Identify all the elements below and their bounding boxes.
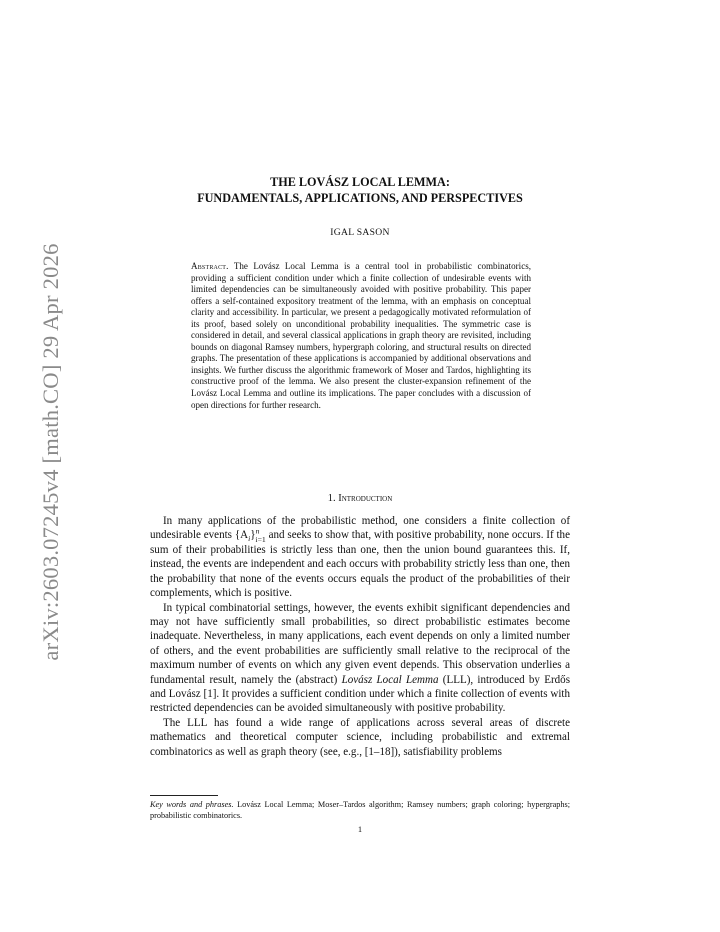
- paragraph-1-text-a: In many applications of the probabilistic method, one considers a finite collection of undesirable events: [150, 515, 570, 542]
- paragraph-2: In typical combinatorial settings, however, the events exhibit significant dependencies and may not have sufficiently small probabilities, so direct probabilistic estimates become inadequate. Nevertheless, in many applications, each event depends on only a limited number of others, and the event probabilities are sufficiently small relative to the reciprocal of the maximum number of events on which any given event depends. This observation underlies a fundamental result, namely the (abstract) Lovász Local Lemma (LLL), introduced by Erdős and Lovász [1]. It provides a sufficient condition under which a finite collection of events with restricted dependencies can be avoided simultaneously with positive probability.: [150, 601, 570, 715]
- footnote-label: Key words and phrases.: [150, 800, 234, 809]
- footnote: [150, 800, 570, 821]
- arxiv-identifier: arXiv:2603.07245v4 [math.CO] 29 Apr 2026: [38, 243, 63, 661]
- title-line-2: FUNDAMENTALS, APPLICATIONS, AND PERSPECTIVES: [197, 190, 523, 205]
- paragraph-1: [150, 514, 570, 601]
- abstract-label: Abstract.: [191, 261, 229, 271]
- body-text: [150, 514, 570, 759]
- footnote-rule: [150, 795, 218, 796]
- paragraph-3: The LLL has found a wide range of applications across several areas of discrete mathematics and theoretical computer science, including probabilistic and extremal combinatorics as well as graph theory (see, e.g., [1–18]), satisfiability problems: [150, 716, 570, 758]
- author-name: IGAL SASON: [330, 227, 390, 238]
- page-number: 1: [357, 824, 363, 834]
- section-number: 1.: [327, 493, 336, 504]
- abstract: [191, 261, 531, 411]
- abstract-text: The Lovász Local Lemma is a central tool in probabilistic combinatorics, providing a sufficient condition under which a finite collection of undesirable events with limited dependencies can be simultaneously avoided with positive probability. This paper offers a self-contained expository treatment of the lemma, with an emphasis on conceptual clarity and accessibility. In particular, we present a pedagogically motivated reformulation of its proof, based solely on unconditional probability inequalities. The symmetric case is considered in detail, and several classical applications in graph theory are revisited, including bounds on diagonal Ramsey numbers, hypergraph coloring, and structural results on directed graphs. The presentation of these applications is accompanied by additional observations and insights. We further discuss the algorithmic framework of Moser and Tardos, highlighting its constructive proof of the lemma. We also present the cluster-expansion refinement of the Lovász Local Lemma and outline its implications. The paper concludes with a discussion of open directions for further research.: [191, 261, 531, 410]
- title-line-1: THE LOVÁSZ LOCAL LEMMA:: [270, 175, 450, 189]
- paper-title: [150, 175, 570, 206]
- footnote-text: Lovász Local Lemma; Moser–Tardos algorithm; Ramsey numbers; graph coloring; hypergraphs; probabilistic combinatorics.: [150, 800, 570, 820]
- paragraph-1-text-b: and seeks to show that, with positive probability, none occurs. If the sum of their probabilities is strictly less than one, then the union bound guarantees this. If, instead, the events are independent and each occurs with probability strictly less than one, then the probability that none of the events occurs equals the product of the probabilities of their complements, which is positive.: [150, 529, 570, 600]
- event-set-notation: $\{A_i\}^n_{i=1}$: [234, 526, 266, 544]
- section-heading: [150, 493, 570, 504]
- section-title: Introduction: [338, 493, 393, 504]
- lll-term: Lovász Local Lemma: [341, 673, 439, 686]
